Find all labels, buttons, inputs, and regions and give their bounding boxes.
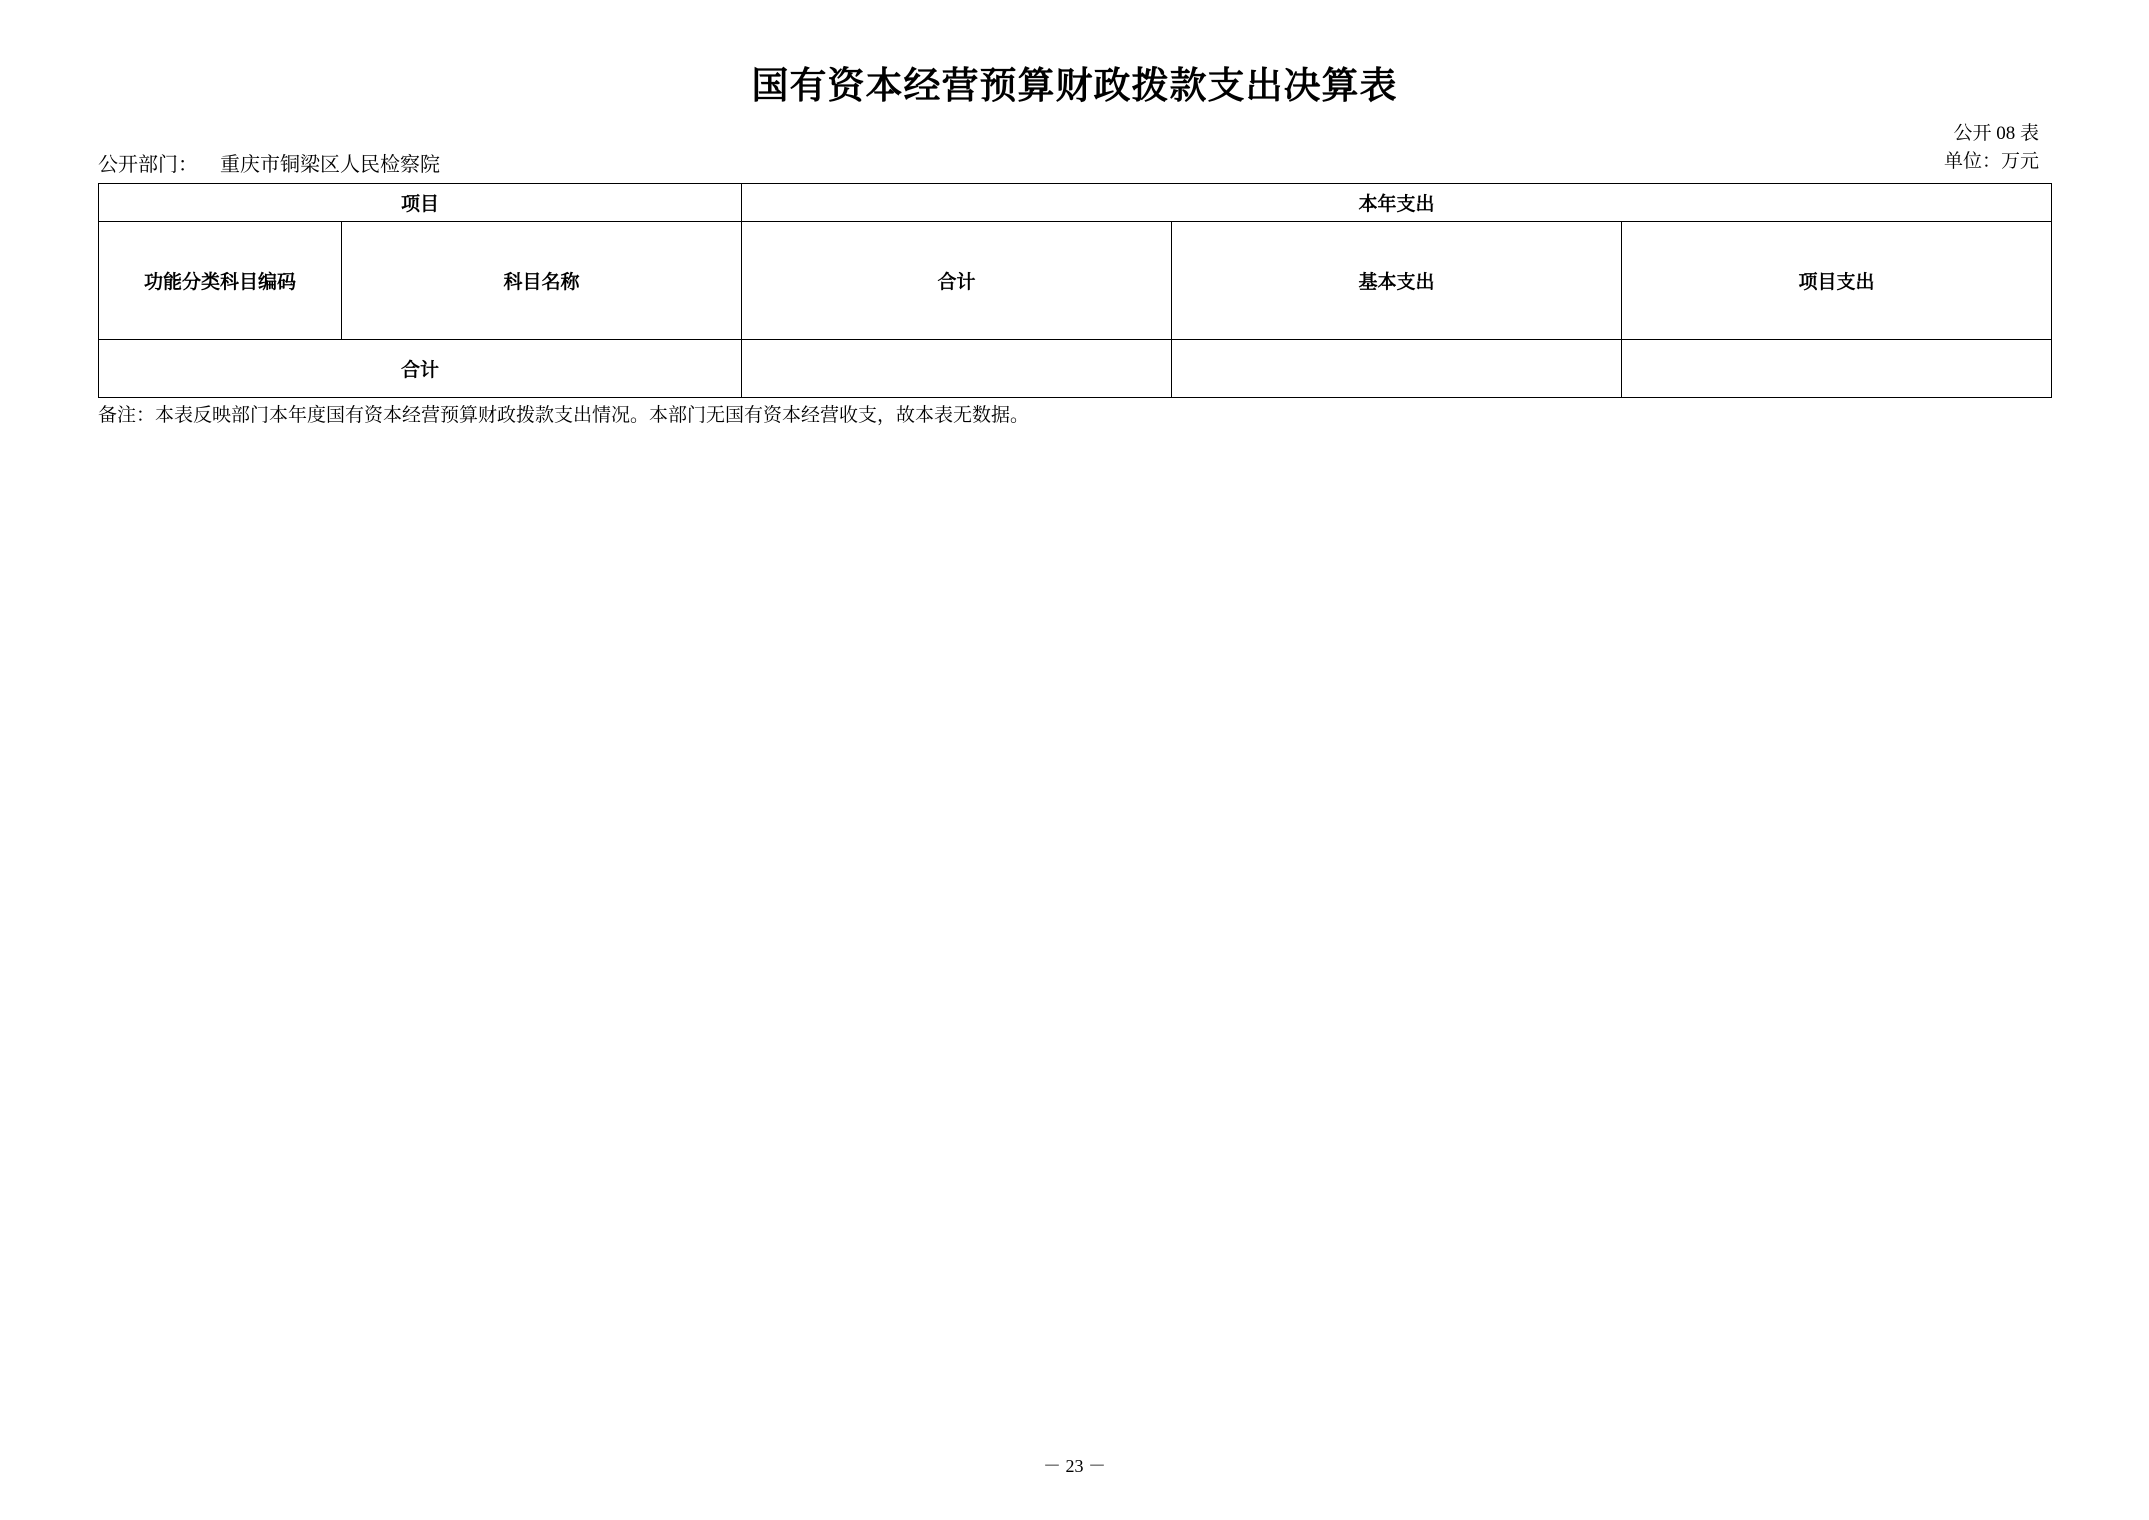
column-header-total: 合计 xyxy=(742,222,1172,340)
form-number: 公开 08 表 xyxy=(1953,123,2039,144)
total-row-total-value xyxy=(742,340,1172,398)
form-meta xyxy=(1944,120,2039,176)
department-label: 公开部门： xyxy=(98,154,198,176)
page-number: － 23 － xyxy=(1043,1456,1106,1476)
total-row-project-value xyxy=(1622,340,2052,398)
total-row-basic-value xyxy=(1172,340,1622,398)
group-header-item: 项目 xyxy=(99,184,742,222)
table-column-header-row xyxy=(99,222,2052,340)
department-value: 重庆市铜梁区人民检察院 xyxy=(220,154,440,176)
group-header-current-year: 本年支出 xyxy=(742,184,2052,222)
column-header-basic-expenditure: 基本支出 xyxy=(1172,222,1622,340)
table-row xyxy=(99,340,2052,398)
budget-table xyxy=(98,183,2052,398)
table-group-header-row xyxy=(99,184,2052,222)
column-header-subject-name: 科目名称 xyxy=(342,222,742,340)
unit-label: 单位：万元 xyxy=(1943,151,2039,172)
column-header-function-code: 功能分类科目编码 xyxy=(99,222,342,340)
total-row-label: 合计 xyxy=(99,340,742,398)
table-note: 备注：本表反映部门本年度国有资本经营预算财政拨款支出情况。本部门无国有资本经营收支，故本表无数据。 xyxy=(98,405,1030,426)
column-header-project-expenditure: 项目支出 xyxy=(1622,222,2052,340)
department-line xyxy=(98,148,440,177)
page-title: 国有资本经营预算财政拨款支出决算表 xyxy=(751,65,1398,106)
